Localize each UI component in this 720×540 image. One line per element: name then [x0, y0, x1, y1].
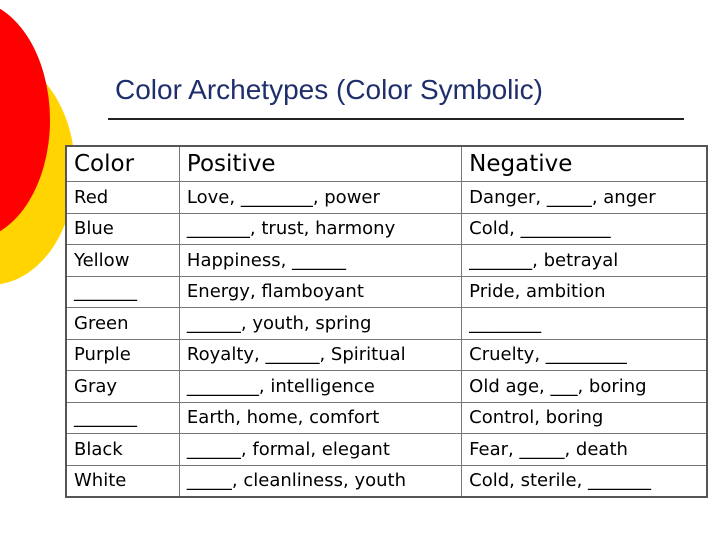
table-row [66, 402, 707, 434]
table-row [66, 245, 707, 277]
table-header-row [66, 146, 707, 182]
color-cell: Black [66, 434, 179, 466]
table-row [66, 276, 707, 308]
positive-cell: Love, ________, power [179, 182, 461, 214]
positive-cell: ________, intelligence [179, 371, 461, 403]
table-row [66, 213, 707, 245]
negative-cell: ________ [462, 308, 707, 340]
color-cell: Red [66, 182, 179, 214]
positive-cell: Happiness, ______ [179, 245, 461, 277]
header-positive: Positive [179, 146, 461, 182]
color-cell: Gray [66, 371, 179, 403]
table-row [66, 308, 707, 340]
color-cell: White [66, 465, 179, 497]
positive-cell: _____, cleanliness, youth [179, 465, 461, 497]
table-row [66, 339, 707, 371]
table-row [66, 434, 707, 466]
negative-cell: Danger, _____, anger [462, 182, 707, 214]
color-cell: _______ [66, 402, 179, 434]
negative-cell: _______, betrayal [462, 245, 707, 277]
positive-cell: Energy, flamboyant [179, 276, 461, 308]
color-cell: Green [66, 308, 179, 340]
positive-cell: _______, trust, harmony [179, 213, 461, 245]
negative-cell: Control, boring [462, 402, 707, 434]
header-negative: Negative [462, 146, 707, 182]
table-row [66, 371, 707, 403]
positive-cell: Earth, home, comfort [179, 402, 461, 434]
table-row [66, 465, 707, 497]
negative-cell: Cold, sterile, _______ [462, 465, 707, 497]
slide-title: Color Archetypes (Color Symbolic) [115, 74, 543, 105]
negative-cell: Pride, ambition [462, 276, 707, 308]
negative-cell: Old age, ___, boring [462, 371, 707, 403]
color-cell: _______ [66, 276, 179, 308]
color-archetypes-table [65, 145, 708, 498]
color-cell: Yellow [66, 245, 179, 277]
negative-cell: Fear, _____, death [462, 434, 707, 466]
positive-cell: ______, youth, spring [179, 308, 461, 340]
table-row [66, 182, 707, 214]
color-cell: Blue [66, 213, 179, 245]
title-underline [108, 118, 684, 120]
positive-cell: Royalty, ______, Spiritual [179, 339, 461, 371]
positive-cell: ______, formal, elegant [179, 434, 461, 466]
negative-cell: Cruelty, _________ [462, 339, 707, 371]
header-color: Color [66, 146, 179, 182]
color-cell: Purple [66, 339, 179, 371]
negative-cell: Cold, __________ [462, 213, 707, 245]
